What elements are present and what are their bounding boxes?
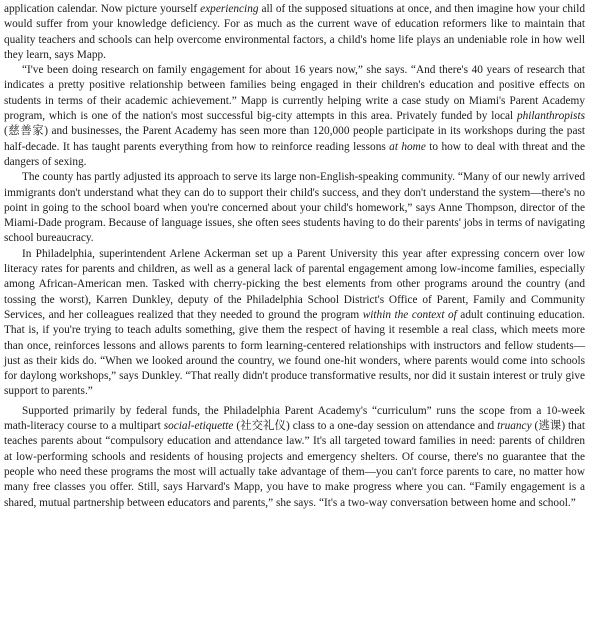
- text-segment: (社交礼仪) class to a one-day session on attendance and: [233, 420, 498, 433]
- text-segment: all of the supposed situations at once, and then imagine how your child would suffer from your knowledge deficiency. For as much as the current wave of education reformers like to maintain that quality teachers and schools can help overcome environmental factors, a child's home life plays an undeniable role in how well they learn, says Mapp.: [4, 3, 585, 61]
- paragraph-1: [4, 2, 585, 63]
- italic-text-segment: philanthropists: [516, 110, 585, 123]
- italic-text-segment: social-etiquette: [163, 420, 234, 433]
- text-segment: application calendar. Now picture yourself: [4, 3, 201, 15]
- text-segment: Supported primarily by federal funds, the Philadelphia Parent Academy's “curriculum” runs the scope from a 10-week math-literacy course to a multipart: [4, 404, 585, 433]
- italic-text-segment: within the context of: [362, 308, 457, 321]
- text-segment: (逃课) that teaches parents about “compulsory education and attendance law.” It's all targeted toward families in need: parents of children at low-performing schools and residents of housing projects and emergency shelters. Of course, there's no guarantee that the people who need these programs the most will actually take advantage of them—you can't force parents to care, no matter how many free classes you offer. Still, says Harvard's Mapp, you have to make progress where you can. “Family engagement is a shared, mutual partnership between educators and parents,” she says. “It's a two-way conversation between home and school.”: [4, 420, 585, 509]
- text-segment: In Philadelphia, superintendent Arlene Ackerman set up a Parent University this year after expressing concern over low literacy rates for parents and children, as well as a general lack of parental engagement among low-income families, especially among African-American men. Tasked with cherry-picking the best elements from other programs around the country (and tossing the worst), Karren Dunkley, deputy of the Philadelphia School District's Office of Parent, Family and Community Services, and her colleagues realized that they needed to ground the program: [4, 247, 585, 321]
- text-segment: (慈善家) and businesses, the Parent Academy has seen more than 120,000 people participate in its workshops during the past half-decade. It has taught parents everything from how to reinforce reading lessons: [4, 125, 585, 153]
- italic-text-segment: at home: [389, 140, 426, 153]
- paragraph-3: [4, 170, 585, 246]
- text-segment: The county has partly adjusted its approach to serve its large non-English-speaking community. “Many of our newly arrived immigrants don't understand what they can do to support their child's success, and they don't understand the system—there's no point in going to the school board when you're concerned about your child's homework,” says Anne Thompson, director of the Miami-Dade program. Because of language issues, she often sees students having to do their parents' jobs in terms of navigating school bureaucracy.: [4, 171, 585, 245]
- text-segment: “I've been doing research on family engagement for about 16 years now,” she says. “And there's 40 years of research that indicates a pretty positive relationship between families being engaged in their children's education and positive effects on students in terms of their academic achievement.” Mapp is currently helping write a case study on Miami's Parent Academy program, which is one of the nation's most successful big-city attempts in this area. Privately funded by local: [4, 64, 585, 123]
- paragraph-4: [4, 247, 585, 400]
- text-segment: adult continuing education. That is, if you're trying to teach adults something, give them the respect of having it resemble a real class, which meets more than once, reinforces lessons and allows parents to form learning-centered relationships with instructors and fellow students—just as their kids do. “When we looked around the country, we found one-hit wonders, where parents would come into schools for daylong workshops,” says Dunkley. “That really didn't produce transformative results, nor did it sustain interest or truly give support to parents.”: [4, 308, 585, 398]
- italic-text-segment: truancy: [497, 420, 532, 433]
- paragraph-5: [4, 404, 585, 511]
- italic-text-segment: experiencing: [200, 3, 259, 15]
- text-segment: to how to deal with threat and the dangers of sexing.: [4, 140, 585, 168]
- paragraph-2: [4, 63, 585, 170]
